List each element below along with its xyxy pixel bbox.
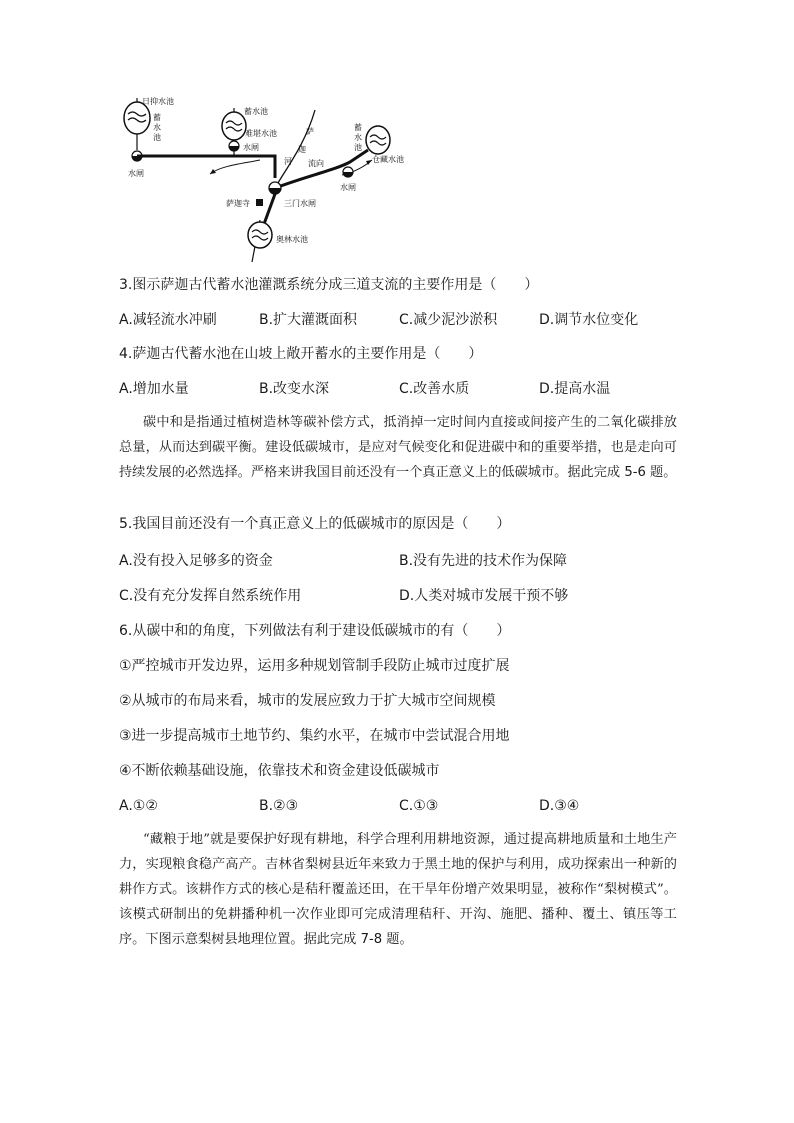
label-xushui-top: 蓄水池 — [244, 107, 268, 116]
diagram-svg — [110, 90, 440, 265]
q6-statement-1: ①严控城市开发边界，运用多种规划管制手段防止城市过度扩展 — [119, 658, 510, 674]
q3-option-b: B.扩大灌溉面积 — [259, 312, 358, 328]
q4-option-b: B.改变水深 — [259, 381, 330, 397]
q6-statement-3: ③进一步提高城市土地节约、集约水平，在城市中尝试混合用地 — [119, 728, 510, 744]
q6-statement-2: ②从城市的布局来看，城市的发展应致力于扩大城市空间规模 — [119, 693, 496, 709]
label-right-shui: 水 — [354, 133, 362, 142]
question-4-stem: 4.萨迦古代蓄水池在山坡上敞开蓄水的主要作用是（ ） — [119, 346, 483, 362]
q4-option-a: A.增加水量 — [119, 381, 189, 397]
label-shuizha-left: 水闸 — [128, 169, 144, 178]
label-sanmen: 三门水闸 — [284, 199, 316, 208]
q6-option-c: C.①③ — [399, 798, 439, 814]
left-reservoir — [124, 98, 150, 161]
q5-option-d: D.人类对城市发展干预不够 — [399, 588, 569, 604]
passage-2-instruction: 据此完成 7-8 题。 — [303, 932, 413, 947]
label-chi: 池 — [153, 133, 161, 142]
reservoir-irrigation-diagram — [110, 90, 440, 265]
q4-option-d: D.提高水温 — [539, 381, 611, 397]
label-shuizha-right: 水闸 — [340, 183, 356, 192]
label-sajia-si: 萨迦寺 — [226, 199, 250, 208]
label-hecang: 仓藏水池 — [372, 155, 404, 164]
q3-option-a: A.减轻流水冲刷 — [119, 312, 217, 328]
question-6-stem: 6.从碳中和的角度，下列做法有利于建设低碳城市的有（ ） — [119, 623, 511, 639]
passage-1-text: 碳中和是指通过植树造林等碳补偿方式，抵消掉一定时间内直接或间接产生的二氧化碳排放总量，从而达到碳平衡。建设低碳城市，是应对气候变化和促进碳中和的重要举措，也是走向可持续发展的必然选择。严格来讲我国目前还没有一个真正意义上的低碳城市。 — [119, 415, 677, 480]
label-right-chi: 池 — [354, 143, 362, 152]
q3-option-c: C.减少泥沙淤积 — [399, 312, 498, 328]
label-aolin: 奥林水池 — [276, 235, 308, 244]
temple-marker — [256, 199, 263, 206]
label-right-xu: 蓄 — [354, 123, 362, 132]
label-xu: 蓄 — [153, 113, 161, 122]
q5-option-a: A.没有投入足够多的资金 — [119, 553, 273, 569]
passage-2-text: “藏粮于地”就是要保护好现有耕地，科学合理利用耕地资源，通过提高耕地质量和土地生产力，实现粮食稳产高产。吉林省梨树县近年来致力于黑土地的保护与利用，成功探索出一种新的耕作方式。该耕作方式的核心是秸秆覆盖还田，在干旱年份增产效果明显，被称作“梨树模式”。该模式研制出的免耕播种机一次作业即可完成清理秸秆、开沟、施肥、播种、覆土、镇压等工序。下图示意梨树县地理位置。 — [119, 832, 677, 947]
q6-statement-4: ④不断依赖基础设施，依靠技术和资金建设低碳城市 — [119, 763, 440, 779]
passage-lishu-model — [119, 827, 677, 952]
label-sa: 萨 — [306, 127, 314, 136]
q5-option-c: C.没有充分发挥自然系统作用 — [119, 588, 302, 604]
bottom-reservoir — [248, 220, 272, 262]
q3-option-d: D.调节水位变化 — [539, 312, 639, 328]
question-5-stem: 5.我国目前还没有一个真正意义上的低碳城市的原因是（ ） — [119, 516, 511, 532]
label-rikai: 日抑水池 — [142, 97, 174, 106]
label-nanduo: 难堪水池 — [245, 129, 277, 138]
q4-option-c: C.改善水质 — [399, 381, 470, 397]
label-liuxiang: 流向 — [308, 159, 324, 168]
passage-1-instruction: 据此完成 5-6 题。 — [567, 465, 677, 480]
label-shui: 水 — [153, 123, 161, 132]
passage-carbon-neutrality — [119, 410, 677, 485]
q5-option-b: B.没有先进的技术作为保障 — [399, 553, 568, 569]
q6-option-b: B.②③ — [259, 798, 299, 814]
label-jia: 迦 — [298, 145, 306, 154]
q6-option-a: A.①② — [119, 798, 158, 814]
label-shuizha-mid: 水闸 — [243, 143, 259, 152]
q6-option-d: D.③④ — [539, 798, 580, 814]
label-he: 河 — [284, 157, 292, 166]
question-3-stem: 3.图示萨迦古代蓄水池灌溉系统分成三道支流的主要作用是（ ） — [119, 277, 539, 293]
